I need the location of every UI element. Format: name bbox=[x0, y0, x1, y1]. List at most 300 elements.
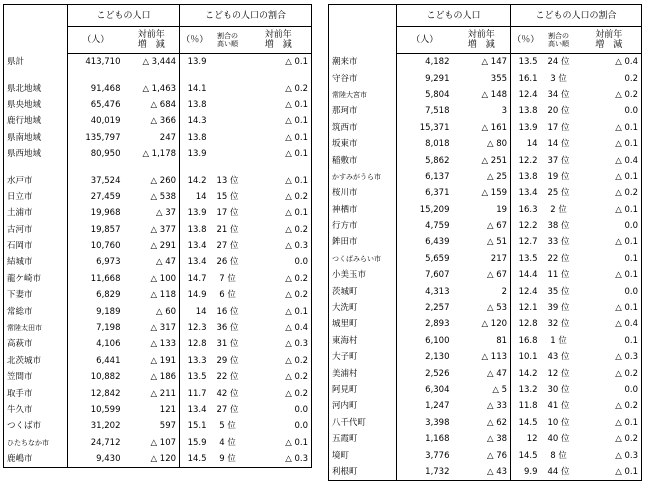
table-row bbox=[4, 97, 312, 113]
ratio-value: 14.4 bbox=[518, 270, 538, 281]
rank-header: 割合の 高い順 bbox=[541, 27, 577, 54]
table-row bbox=[329, 267, 642, 283]
ratio-change: △ 0.2 bbox=[577, 185, 642, 201]
persons-header: （人） bbox=[397, 27, 453, 54]
table-row bbox=[4, 435, 312, 451]
ratio-rank: 27 位 bbox=[216, 241, 239, 252]
ratio-change: △ 0.1 bbox=[246, 54, 312, 71]
population-change: △ 260 bbox=[124, 172, 180, 188]
table-row bbox=[4, 303, 312, 319]
municipality-name: 笠間市 bbox=[4, 369, 68, 385]
population-change: △ 60 bbox=[124, 303, 180, 319]
table-row bbox=[4, 287, 312, 303]
municipality-name: 八千代町 bbox=[329, 415, 397, 431]
population-change: △ 47 bbox=[124, 254, 180, 270]
table-row bbox=[4, 222, 312, 238]
population-value: 6,137 bbox=[425, 171, 450, 182]
population-value: 9,430 bbox=[68, 451, 124, 468]
ratio-change: △ 0.1 bbox=[246, 205, 312, 221]
population-change: △ 67 bbox=[453, 267, 511, 283]
ratio-rank: 3 位 bbox=[550, 73, 567, 84]
ratio-value: 12.2 bbox=[518, 155, 538, 166]
table-row bbox=[4, 418, 312, 434]
municipality-name: 那珂市 bbox=[329, 103, 397, 119]
population-change: △ 80 bbox=[453, 136, 511, 152]
municipality-name: 大洗町 bbox=[329, 300, 397, 316]
table-row bbox=[4, 336, 312, 352]
ratio-change: 0.0 bbox=[246, 418, 312, 434]
population-change: △ 211 bbox=[124, 385, 180, 401]
ratio-rank: 40 位 bbox=[547, 434, 570, 445]
municipality-name: かすみがうら市 bbox=[329, 169, 397, 185]
table-row bbox=[329, 300, 642, 316]
population-value: 8,018 bbox=[425, 139, 450, 150]
population-change: △ 100 bbox=[124, 271, 180, 287]
ratio-change: △ 0.1 bbox=[246, 97, 312, 113]
ratio-rank: 31 位 bbox=[216, 339, 239, 350]
ratio-value: 13.5 bbox=[518, 57, 538, 68]
ratio-change: △ 0.2 bbox=[246, 271, 312, 287]
population-value: 5,659 bbox=[425, 253, 450, 264]
ratio-change: 0.0 bbox=[577, 283, 642, 299]
ratio-rank: 14 位 bbox=[547, 139, 570, 150]
municipality-name: 小美玉市 bbox=[329, 267, 397, 283]
ratio-change: 0.1 bbox=[577, 333, 642, 349]
ratio-value: 16.8 bbox=[518, 335, 538, 346]
ratio-rank: 38 位 bbox=[547, 221, 570, 232]
population-value: 3,398 bbox=[425, 417, 450, 428]
population-value: 1,732 bbox=[397, 464, 453, 481]
ratio-value: 12.1 bbox=[518, 303, 538, 314]
ratio-rank: 1 位 bbox=[550, 335, 567, 346]
population-change: △ 377 bbox=[124, 222, 180, 238]
population-change: 217 bbox=[453, 251, 511, 267]
municipality-name: つくばみらい市 bbox=[329, 251, 397, 267]
ratio-rank: 2 位 bbox=[550, 204, 567, 215]
municipality-name: 下妻市 bbox=[4, 287, 68, 303]
ratio-rank: 13 位 bbox=[216, 175, 239, 186]
population-change: △ 25 bbox=[453, 169, 511, 185]
ratio-value: 12.4 bbox=[518, 286, 538, 297]
municipality-name: 鹿嶋市 bbox=[4, 451, 68, 468]
population-value: 10,760 bbox=[90, 241, 121, 252]
ratio-value: 13.8 bbox=[518, 106, 538, 117]
ratio-rank: 35 位 bbox=[547, 286, 570, 297]
ratio-rank: 10 位 bbox=[547, 417, 570, 428]
population-change: 121 bbox=[124, 402, 180, 418]
population-value: 15,371 bbox=[419, 122, 450, 133]
ratio-header: こどもの人口の割合 bbox=[511, 5, 642, 27]
ratio-change: △ 0.2 bbox=[577, 365, 642, 381]
ratio-change: △ 0.1 bbox=[577, 136, 642, 152]
ratio-value: 13.2 bbox=[518, 385, 538, 395]
spacer-row bbox=[4, 162, 312, 172]
rank-header: 割合の 高い順 bbox=[210, 27, 246, 54]
population-value: 4,106 bbox=[96, 339, 121, 350]
population-value: 2,893 bbox=[425, 319, 450, 330]
ratio-value: 13.5 bbox=[187, 372, 207, 383]
population-change: △ 147 bbox=[453, 54, 511, 71]
ratio-rank: 36 位 bbox=[216, 323, 239, 334]
municipality-name: 常総市 bbox=[4, 303, 68, 319]
municipality-name: 守谷市 bbox=[329, 70, 397, 86]
municipality-name: 古河市 bbox=[4, 222, 68, 238]
ratio-rank: 5 位 bbox=[219, 421, 236, 432]
population-value: 40,019 bbox=[90, 116, 121, 127]
municipality-name: 県計 bbox=[4, 54, 68, 71]
municipality-name: 五霞町 bbox=[329, 431, 397, 447]
ratio-rank: 16 位 bbox=[216, 306, 239, 317]
ratio-change: △ 0.3 bbox=[246, 451, 312, 468]
population-value: 11,668 bbox=[90, 273, 121, 284]
population-value: 65,476 bbox=[90, 99, 121, 110]
ratio-value: 14.7 bbox=[187, 273, 207, 284]
ratio-change: △ 0.4 bbox=[577, 152, 642, 168]
ratio-value: 13.9 bbox=[187, 57, 207, 68]
municipality-name: 美浦村 bbox=[329, 365, 397, 381]
ratio-change: 0.0 bbox=[246, 402, 312, 418]
population-value: 31,202 bbox=[90, 421, 121, 432]
population-value: 10,599 bbox=[90, 405, 121, 415]
population-change: △ 118 bbox=[124, 287, 180, 303]
table-row bbox=[329, 365, 642, 381]
ratio-rank bbox=[210, 80, 246, 96]
population-change: △ 159 bbox=[453, 185, 511, 201]
ratio-rank: 22 位 bbox=[216, 372, 239, 383]
population-change: △ 113 bbox=[453, 349, 511, 365]
ratio-change: △ 0.4 bbox=[577, 54, 642, 71]
municipality-name: 東海村 bbox=[329, 333, 397, 349]
yoy2-header: 対前年 増 減 bbox=[246, 27, 312, 54]
ratio-rank: 25 位 bbox=[547, 188, 570, 199]
population-change: △ 186 bbox=[124, 369, 180, 385]
ratio-value: 11.8 bbox=[518, 401, 538, 412]
table-row bbox=[329, 185, 642, 201]
population-value: 6,441 bbox=[96, 355, 121, 366]
population-value: 2,130 bbox=[425, 352, 450, 363]
ratio-rank bbox=[210, 54, 246, 71]
ratio-rank: 9 位 bbox=[210, 451, 246, 468]
population-value: 5,862 bbox=[425, 155, 450, 166]
population-change: △ 133 bbox=[124, 336, 180, 352]
ratio-change: △ 0.1 bbox=[246, 172, 312, 188]
ratio-header: こどもの人口の割合 bbox=[180, 5, 312, 27]
table-row bbox=[329, 87, 642, 103]
municipality-name: 牛久市 bbox=[4, 402, 68, 418]
table-row bbox=[329, 103, 642, 119]
population-change: 2 bbox=[453, 283, 511, 299]
population-change: △ 107 bbox=[124, 435, 180, 451]
population-value: 6,100 bbox=[425, 335, 450, 346]
table-row bbox=[329, 234, 642, 250]
table-row bbox=[4, 271, 312, 287]
population-change: △ 47 bbox=[453, 365, 511, 381]
ratio-rank: 30 位 bbox=[547, 385, 570, 395]
municipality-name: 県央地域 bbox=[4, 97, 68, 113]
ratio-value: 11.7 bbox=[187, 388, 207, 399]
population-value: 6,439 bbox=[425, 237, 450, 248]
population-value: 1,168 bbox=[425, 434, 450, 445]
municipality-name: 坂東市 bbox=[329, 136, 397, 152]
population-value: 12,842 bbox=[90, 388, 121, 399]
table-row bbox=[329, 152, 642, 168]
population-value: 19,857 bbox=[90, 224, 121, 235]
ratio-value: 13.4 bbox=[187, 241, 207, 252]
population-change: 597 bbox=[124, 418, 180, 434]
ratio-rank: 41 位 bbox=[547, 401, 570, 412]
population-value: 4,313 bbox=[425, 286, 450, 297]
ratio-change: △ 0.1 bbox=[246, 303, 312, 319]
ratio-change: △ 0.1 bbox=[577, 234, 642, 250]
population-value: 24,712 bbox=[90, 437, 121, 448]
ratio-rank: 42 位 bbox=[216, 388, 239, 399]
population-change: △ 76 bbox=[453, 447, 511, 463]
ratio-value: 14.1 bbox=[187, 83, 207, 94]
ratio-value: 14 bbox=[195, 306, 207, 317]
ratio-value: 14.2 bbox=[518, 368, 538, 379]
population-change: △ 684 bbox=[124, 97, 180, 113]
ratio-rank: 26 位 bbox=[216, 257, 239, 268]
municipality-name: 日立市 bbox=[4, 189, 68, 205]
ratio-change: △ 0.1 bbox=[577, 464, 642, 481]
population-header: こどもの人口 bbox=[397, 5, 511, 27]
ratio-rank: 32 位 bbox=[547, 319, 570, 330]
ratio-rank: 37 位 bbox=[547, 155, 570, 166]
right-table bbox=[328, 4, 642, 481]
table-row bbox=[329, 169, 642, 185]
ratio-change: △ 0.3 bbox=[246, 336, 312, 352]
population-change: 247 bbox=[124, 130, 180, 146]
municipality-name: 石岡市 bbox=[4, 238, 68, 254]
table-row bbox=[4, 146, 312, 162]
table-row bbox=[329, 431, 642, 447]
ratio-value: 12.8 bbox=[187, 339, 207, 350]
municipality-name: 大子町 bbox=[329, 349, 397, 365]
municipality-name: 境町 bbox=[329, 447, 397, 463]
ratio-change: △ 0.3 bbox=[246, 238, 312, 254]
ratio-value: 14.3 bbox=[187, 116, 207, 127]
population-value: 80,950 bbox=[90, 149, 121, 160]
ratio-change: △ 0.2 bbox=[246, 287, 312, 303]
table-row bbox=[329, 283, 642, 299]
municipality-name: 城里町 bbox=[329, 316, 397, 332]
table-row bbox=[329, 251, 642, 267]
population-change: △ 37 bbox=[124, 205, 180, 221]
table-row bbox=[4, 254, 312, 270]
table-row bbox=[4, 205, 312, 221]
ratio-rank: 29 位 bbox=[216, 355, 239, 366]
left-table bbox=[3, 4, 312, 468]
population-value: 91,468 bbox=[90, 83, 121, 94]
ratio-rank: 21 位 bbox=[216, 224, 239, 235]
ratio-change: △ 0.2 bbox=[577, 87, 642, 103]
municipality-name: つくば市 bbox=[4, 418, 68, 434]
ratio-rank: 39 位 bbox=[547, 303, 570, 314]
population-value: 10,882 bbox=[90, 372, 121, 383]
ratio-value: 13.8 bbox=[518, 171, 538, 182]
population-change: △ 191 bbox=[124, 353, 180, 369]
ratio-change: 0.2 bbox=[577, 70, 642, 86]
ratio-value: 13.8 bbox=[187, 99, 207, 110]
table-row bbox=[329, 218, 642, 234]
ratio-change: △ 0.1 bbox=[577, 169, 642, 185]
municipality-name: 県北地域 bbox=[4, 80, 68, 96]
table-row bbox=[329, 415, 642, 431]
population-value: 4,759 bbox=[425, 221, 450, 232]
population-value: 37,524 bbox=[90, 175, 121, 186]
population-value: 15,209 bbox=[419, 204, 450, 215]
ratio-rank: 12 位 bbox=[547, 368, 570, 379]
population-value: 6,371 bbox=[425, 188, 450, 199]
table-row bbox=[4, 80, 312, 96]
population-change: △ 366 bbox=[124, 113, 180, 129]
ratio-change: 0.0 bbox=[577, 382, 642, 398]
population-change: △ 38 bbox=[453, 431, 511, 447]
municipality-name: 県南地域 bbox=[4, 130, 68, 146]
population-header: こどもの人口 bbox=[68, 5, 180, 27]
ratio-value: 14 bbox=[526, 139, 538, 150]
ratio-change: △ 0.1 bbox=[246, 435, 312, 451]
ratio-value: 12.2 bbox=[518, 221, 538, 232]
ratio-change: △ 0.1 bbox=[246, 146, 312, 162]
ratio-rank: 20 位 bbox=[547, 106, 570, 117]
population-change: △ 33 bbox=[453, 398, 511, 414]
municipality-name: 桜川市 bbox=[329, 185, 397, 201]
municipality-name: 筑西市 bbox=[329, 120, 397, 136]
population-value: 6,973 bbox=[96, 257, 121, 268]
municipality-name: 北茨城市 bbox=[4, 353, 68, 369]
population-change: △ 251 bbox=[453, 152, 511, 168]
table-row bbox=[329, 70, 642, 86]
ratio-value: 12.3 bbox=[187, 323, 207, 334]
ratio-rank: 17 位 bbox=[216, 208, 239, 219]
ratio-rank bbox=[210, 146, 246, 162]
ratio-rank bbox=[210, 97, 246, 113]
ratio-rank: 15 位 bbox=[216, 191, 239, 202]
ratio-value: 15.1 bbox=[187, 421, 207, 432]
ratio-rank: 24 位 bbox=[547, 57, 570, 68]
ratio-value: 13.4 bbox=[518, 188, 538, 199]
population-change: 355 bbox=[453, 70, 511, 86]
ratio-rank: 19 位 bbox=[547, 171, 570, 182]
population-value: 9,189 bbox=[96, 306, 121, 317]
ratio-change: 0.0 bbox=[577, 103, 642, 119]
population-change: △ 51 bbox=[453, 234, 511, 250]
municipality-name: 取手市 bbox=[4, 385, 68, 401]
ratio-value: 16.1 bbox=[518, 73, 538, 84]
population-value: 9,291 bbox=[425, 73, 450, 84]
table-row bbox=[329, 136, 642, 152]
population-change: △ 3,444 bbox=[124, 54, 180, 71]
population-value: 2,526 bbox=[425, 368, 450, 379]
population-change: △ 120 bbox=[124, 451, 180, 468]
ratio-rank: 4 位 bbox=[219, 437, 236, 448]
ratio-change: △ 0.2 bbox=[577, 398, 642, 414]
municipality-name: 県西地域 bbox=[4, 146, 68, 162]
table-row bbox=[329, 202, 642, 218]
ratio-value: 12.8 bbox=[518, 319, 538, 330]
ratio-rank: 34 位 bbox=[547, 89, 570, 100]
yoy2-header: 対前年 増 減 bbox=[577, 27, 642, 54]
table-row bbox=[4, 369, 312, 385]
ratio-value: 13.4 bbox=[187, 257, 207, 268]
table-row bbox=[4, 385, 312, 401]
ratio-change: 0.1 bbox=[577, 251, 642, 267]
municipality-name: 常陸太田市 bbox=[4, 320, 68, 336]
ratio-change: 0.0 bbox=[577, 218, 642, 234]
ratio-rank: 8 位 bbox=[550, 450, 567, 461]
table-row bbox=[329, 464, 642, 481]
municipality-name: 神栖市 bbox=[329, 202, 397, 218]
percent-header: （％） bbox=[511, 27, 541, 54]
table-row bbox=[329, 54, 642, 71]
population-value: 7,607 bbox=[425, 270, 450, 281]
table-row bbox=[329, 120, 642, 136]
population-change: △ 538 bbox=[124, 189, 180, 205]
population-value: 6,304 bbox=[425, 385, 450, 395]
municipality-name: 茨城町 bbox=[329, 283, 397, 299]
ratio-rank: 33 位 bbox=[547, 237, 570, 248]
municipality-name: 高萩市 bbox=[4, 336, 68, 352]
ratio-change: △ 0.2 bbox=[246, 189, 312, 205]
ratio-change: △ 0.2 bbox=[246, 80, 312, 96]
population-value: 6,829 bbox=[96, 290, 121, 301]
ratio-value: 14.5 bbox=[180, 451, 210, 468]
persons-header: （人） bbox=[68, 27, 124, 54]
ratio-value: 13.5 bbox=[518, 253, 538, 264]
population-change: △ 53 bbox=[453, 300, 511, 316]
population-change: △ 317 bbox=[124, 320, 180, 336]
table-row bbox=[4, 451, 312, 468]
municipality-name: 水戸市 bbox=[4, 172, 68, 188]
population-value: 1,247 bbox=[425, 401, 450, 412]
population-change: △ 43 bbox=[453, 464, 511, 481]
table-row bbox=[4, 320, 312, 336]
population-change: △ 62 bbox=[453, 415, 511, 431]
municipality-name: 河内町 bbox=[329, 398, 397, 414]
ratio-change: △ 0.2 bbox=[246, 222, 312, 238]
ratio-value: 14.9 bbox=[187, 290, 207, 301]
table-row bbox=[4, 238, 312, 254]
ratio-value: 14.5 bbox=[518, 417, 538, 428]
ratio-value: 13.8 bbox=[187, 132, 207, 143]
population-change: △ 148 bbox=[453, 87, 511, 103]
ratio-value: 15.9 bbox=[187, 437, 207, 448]
municipality-name: 行方市 bbox=[329, 218, 397, 234]
ratio-change: △ 0.2 bbox=[246, 385, 312, 401]
ratio-value: 14.5 bbox=[518, 450, 538, 461]
population-change: 19 bbox=[453, 202, 511, 218]
table-row bbox=[329, 316, 642, 332]
population-value: 3,776 bbox=[425, 450, 450, 461]
municipality-name: 利根町 bbox=[329, 464, 397, 481]
ratio-change: △ 0.1 bbox=[577, 120, 642, 136]
ratio-rank: 7 位 bbox=[219, 273, 236, 284]
spacer-row bbox=[4, 70, 312, 80]
population-value: 413,710 bbox=[85, 57, 121, 68]
ratio-change: △ 0.1 bbox=[577, 202, 642, 218]
population-value: 19,968 bbox=[90, 208, 121, 219]
table-row bbox=[329, 382, 642, 398]
name-header bbox=[329, 5, 397, 54]
ratio-change: △ 0.3 bbox=[577, 349, 642, 365]
ratio-value: 12.4 bbox=[518, 89, 538, 100]
ratio-change: △ 0.1 bbox=[246, 130, 312, 146]
population-value: 7,198 bbox=[96, 323, 121, 334]
ratio-change: △ 0.2 bbox=[246, 369, 312, 385]
population-value: 5,804 bbox=[425, 89, 450, 100]
ratio-value: 13.8 bbox=[187, 224, 207, 235]
